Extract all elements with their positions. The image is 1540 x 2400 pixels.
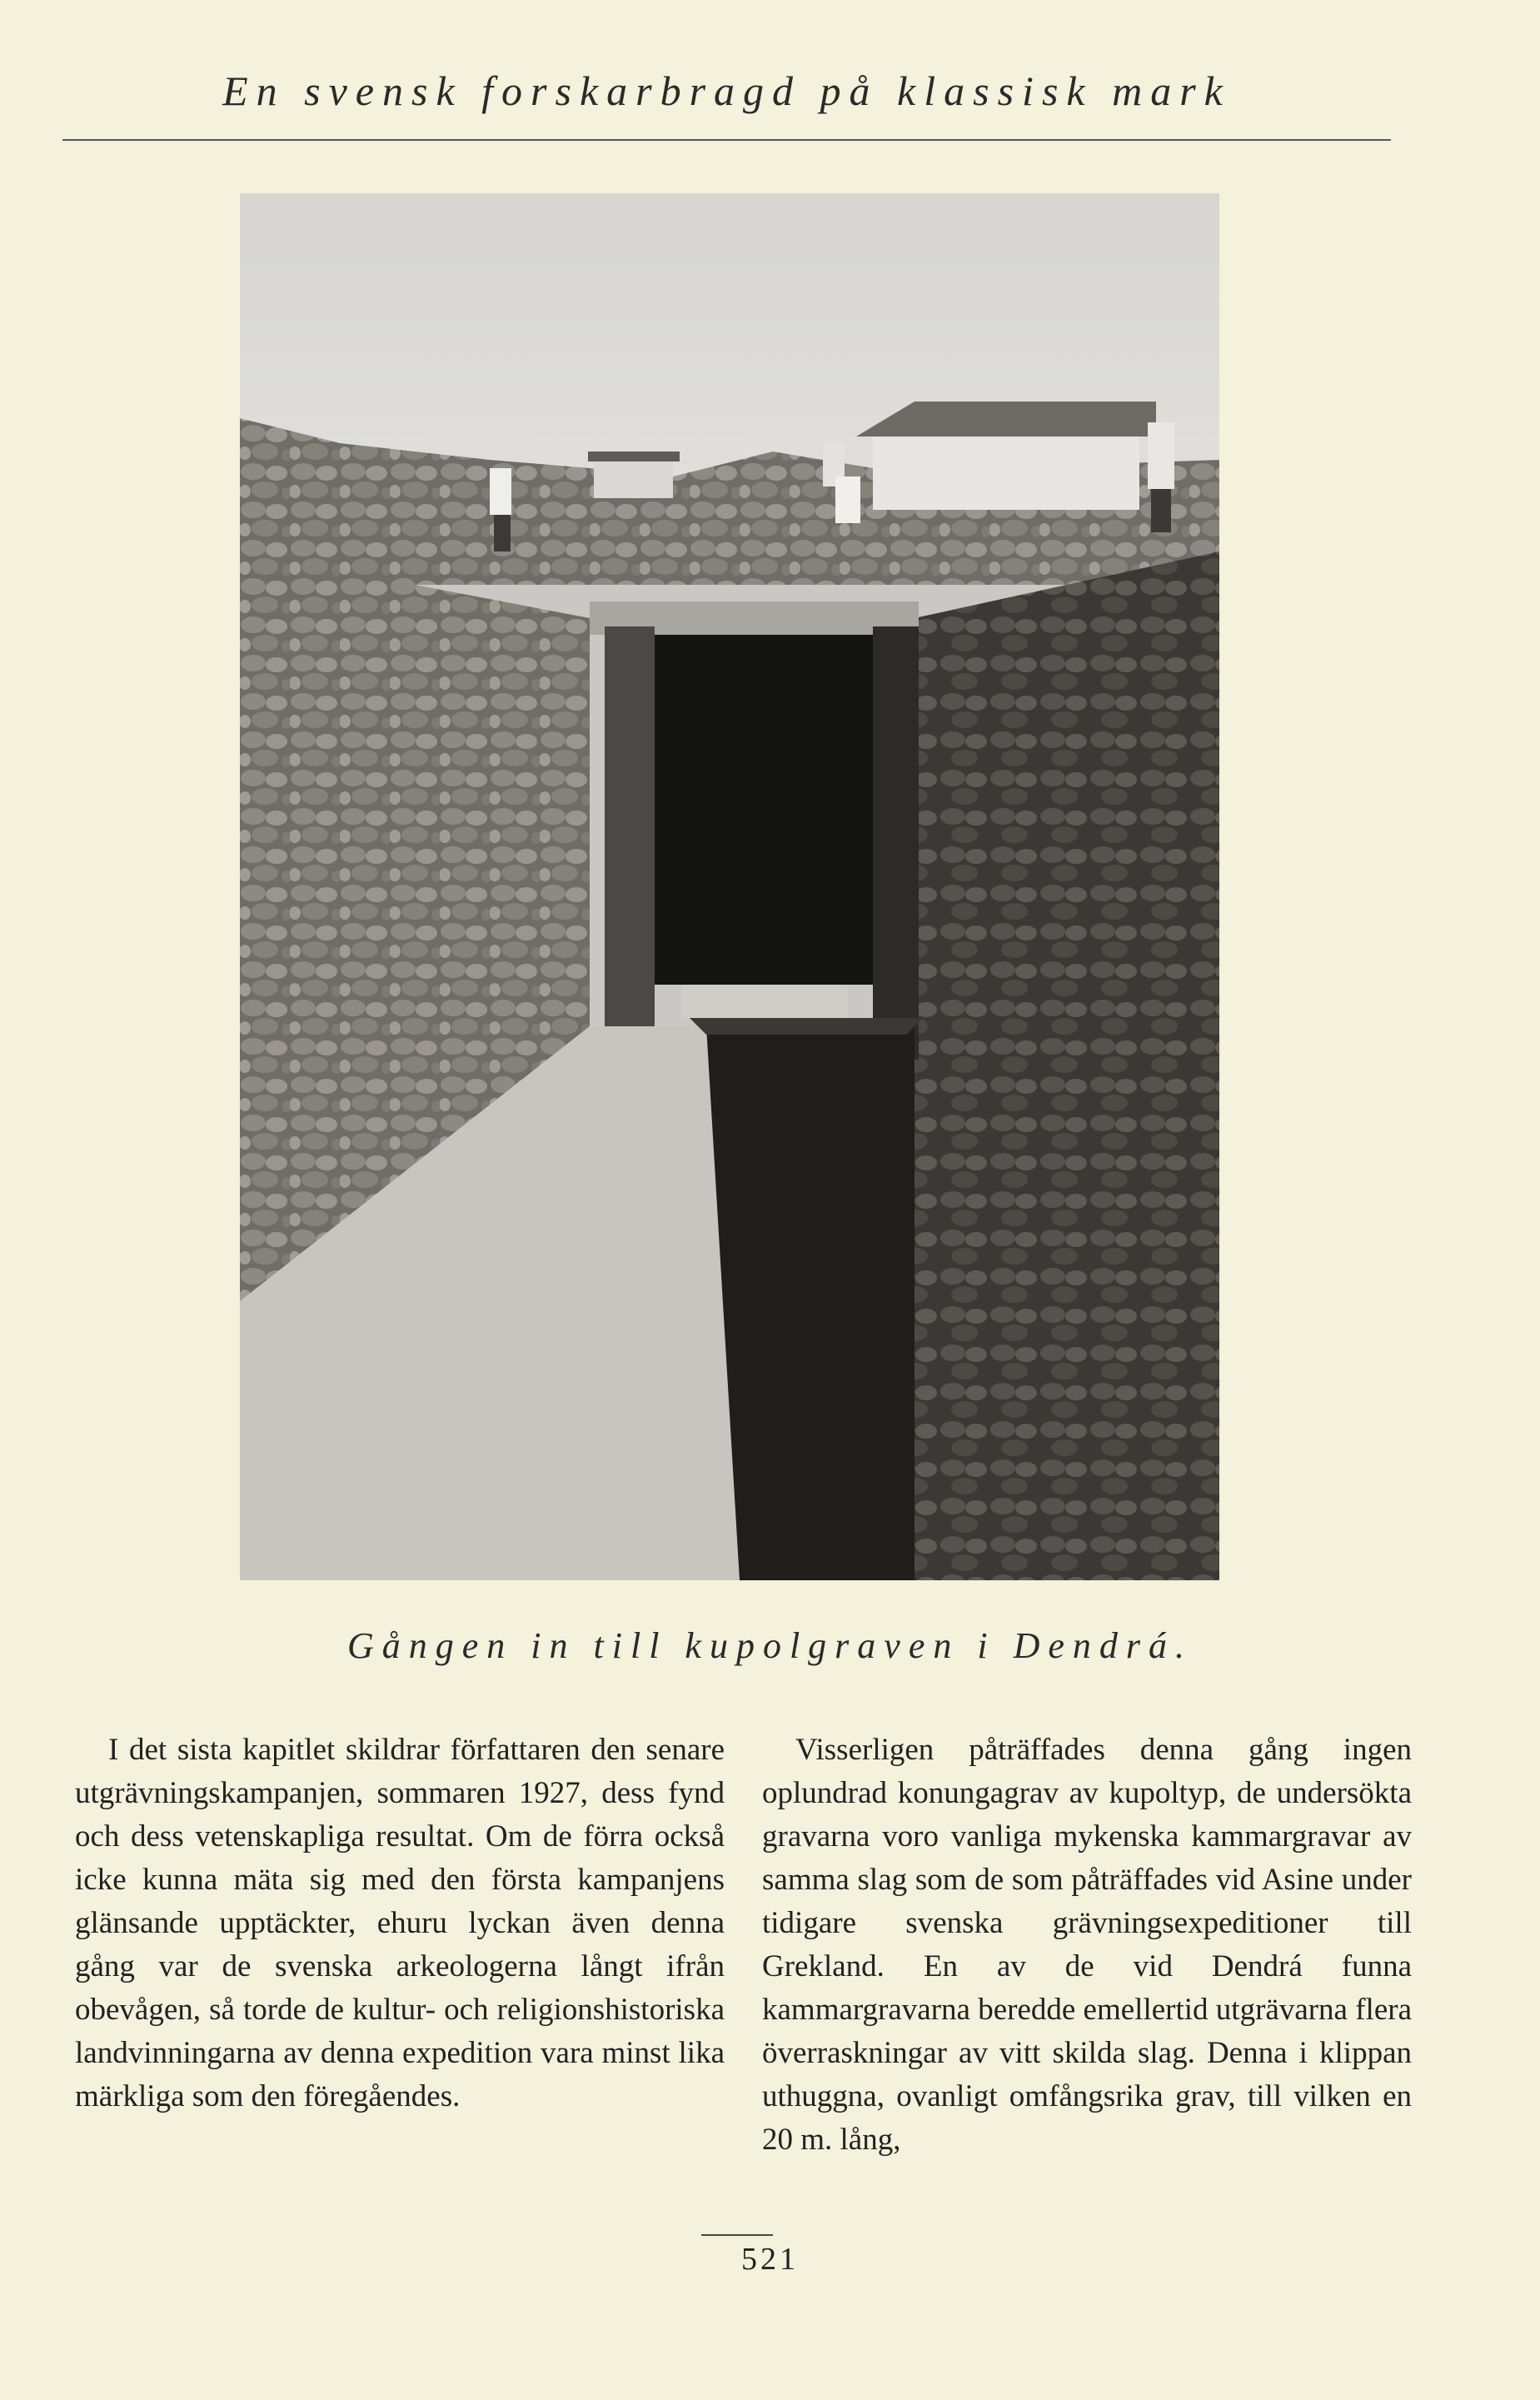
running-title: En svensk forskarbragd på klassisk mark (222, 67, 1231, 114)
page-number-rule (701, 2234, 773, 2236)
figure-caption: Gången in till kupolgraven i Dendrá. (346, 1625, 1193, 1666)
page-number: 521 (741, 2242, 799, 2277)
body-column-right: Visserligen påträffades denna gång ingen oplundrad konungagrav av kupoltyp, de undersökta gravarna voro vanliga mykenska kammargravar av samma slag som de som påträffades vid Asine under tidigare svenska grävningsexpeditioner till Grekland. En av de vid Dendrá funna kammargravarna beredde emellertid utgrävarna flera överraskningar av vitt skilda slag. Denna i klippan uthuggna, ovanligt omfångsrika grav, till vilken en 20 m. lång, (762, 1733, 1412, 2157)
body-column-left: I det sista kapitlet skildrar författaren den senare utgrävningskampanjen, sommaren 1927, dess fynd och dess vetenskapliga resultat. Om de förra också icke kunna mäta sig med den första kampanjens glänsande upptäckter, ehuru lyckan även denna gång var de svenska arkeologerna långt ifrån obevågen, så torde de kultur- och religionshistoriska landvinningarna av denna expedition vara minst lika märkliga som den föregåendes. (75, 1733, 725, 2113)
header-divider (62, 139, 1391, 141)
excavation-photograph (240, 193, 1219, 1580)
